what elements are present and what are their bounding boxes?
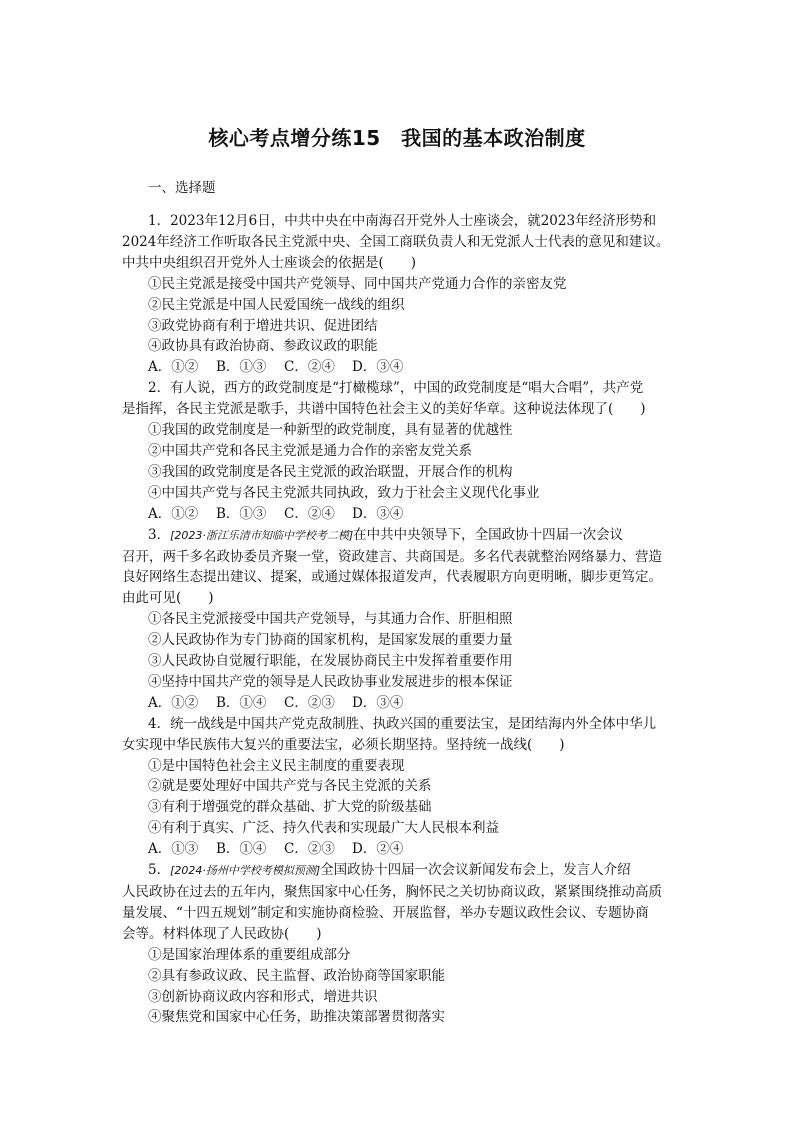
question-4-option-2: ②就是要处理好中国共产党与各民主党派的关系	[148, 778, 432, 795]
question-3	[122, 525, 668, 714]
question-4-option-3: ③有利于增强党的群众基础、扩大党的阶级基础	[148, 799, 432, 816]
choice-b: B．①④	[216, 694, 267, 711]
question-4-option-4: ④有利于真实、广泛、持久代表和实现最广大人民根本利益	[148, 820, 499, 837]
question-4-choices	[148, 839, 668, 860]
choice-a: A．①②	[148, 505, 199, 522]
choice-c: C．②③	[284, 694, 335, 711]
question-5-line-1	[148, 860, 668, 882]
question-3-source: [2023·浙江乐清市知临中学校考二模]	[170, 528, 354, 542]
question-5-source: [2024·扬州中学校考模拟预测]	[170, 864, 321, 878]
question-5-option-4: ④聚焦党和国家中心任务，助推决策部署贯彻落实	[148, 1009, 445, 1026]
question-3-option-2: ②人民政协作为专门协商的国家机构，是国家发展的重要力量	[148, 632, 513, 649]
question-4-line-1: 4．统一战线是中国共产党克敌制胜、执政兴国的重要法宝，是团结海内外全体中华儿	[148, 715, 657, 732]
choice-b: B．①③	[216, 359, 267, 376]
choice-a: A．①②	[148, 694, 199, 711]
question-3-number: 3．	[148, 526, 171, 543]
choice-a: A．①②	[148, 359, 199, 376]
question-4	[122, 714, 668, 860]
choice-c: C．②④	[284, 359, 335, 376]
question-2-choices	[148, 504, 668, 525]
question-1-option-4: ④政协具有政治协商、参政议政的职能	[148, 338, 378, 355]
question-1-line-3: 中共中央组织召开党外人士座谈会的依据是( )	[122, 254, 417, 271]
choice-d: D．③④	[352, 505, 404, 522]
question-2-option-2: ②中国共产党和各民主党派是通力合作的亲密友党关系	[148, 442, 472, 459]
question-3-choices	[148, 693, 668, 714]
question-2-option-3: ③我国的政党制度是各民主党派的政治联盟，开展合作的机构	[148, 463, 513, 480]
question-list	[122, 211, 670, 1028]
question-3-option-3: ③人民政协自觉履行职能，在发展协商民主中发挥着重要作用	[148, 653, 513, 670]
question-3-option-4: ④坚持中国共产党的领导是人民政协事业发展进步的根本保证	[148, 673, 513, 690]
question-5-line-1-text: 全国政协十四届一次会议新闻发布会上，发言人介绍	[320, 862, 631, 879]
question-3-line-3: 良好网络生态提出建议、提案，或通过媒体报道发声，代表履职方向更明晰，脚步更笃定。	[122, 569, 662, 586]
question-5-option-3: ③创新协商议政内容和形式，增进共识	[148, 988, 378, 1005]
question-1-option-1: ①民主党派是接受中国共产党领导、同中国共产党通力合作的亲密友党	[148, 275, 567, 292]
question-2-line-1: 2．有人说，西方的政党制度是“打橄榄球”，中国的政党制度是“唱大合唱”，共产党	[148, 380, 644, 397]
choice-c: C．②④	[284, 505, 335, 522]
choice-b: B．①④	[216, 841, 267, 858]
question-2-option-1: ①我国的政党制度是一种新型的政党制度，具有显著的优越性	[148, 422, 513, 439]
section-heading: 一、选择题	[148, 180, 216, 196]
question-1-option-3: ③政党协商有利于增进共识、促进团结	[148, 317, 378, 334]
choice-a: A．①③	[148, 841, 199, 858]
question-2-line-2: 是指挥，各民主党派是歌手，共谱中国特色社会主义的美好华章。这种说法体现了( )	[122, 401, 646, 418]
question-5-option-1: ①是国家治理体系的重要组成部分	[148, 946, 351, 963]
question-5-number: 5．	[148, 862, 171, 879]
question-1-line-2: 2024年经济工作听取各民主党派中央、全国工商联负责人和无党派人士代表的意见和建议。	[122, 233, 670, 250]
question-5-line-2: 人民政协在过去的五年内，聚焦国家中心任务，胸怀民之关切协商议政，紧紧围绕推动高质	[122, 884, 662, 900]
choice-d: D．③④	[352, 694, 404, 711]
choice-c: C．②③	[284, 841, 335, 858]
question-5-option-2: ②具有参政议政、民主监督、政治协商等国家职能	[148, 967, 445, 984]
question-1-choices	[148, 357, 668, 378]
question-3-option-1: ①各民主党派接受中国共产党领导，与其通力合作、肝胆相照	[148, 611, 513, 628]
choice-d: D．②④	[352, 841, 404, 858]
choice-b: B．①③	[216, 505, 267, 522]
choice-d: D．③④	[352, 359, 404, 376]
question-1-line-1: 1．2023年12月6日，中共中央在中南海召开党外人士座谈会，就2023年经济形势和	[148, 213, 657, 229]
question-5	[122, 860, 668, 1028]
question-3-line-4: 由此可见( )	[122, 590, 214, 607]
question-5-line-3: 量发展、“十四五规划”制定和实施协商检验、开展监督，举办专题议政性会议、专题协商	[122, 904, 649, 921]
question-1-option-2: ②民主党派是中国人民爱国统一战线的组织	[148, 296, 405, 313]
page-title: 核心考点增分练15 我国的基本政治制度	[208, 126, 586, 150]
question-3-line-2: 召开，两千多名政协委员齐聚一堂，资政建言、共商国是。多名代表就整治网络暴力、营造	[122, 548, 662, 565]
question-4-option-1: ①是中国特色社会主义民主制度的重要表现	[148, 757, 405, 774]
question-5-line-4: 会等。材料体现了人民政协( )	[122, 925, 322, 942]
question-4-line-2: 女实现中华民族伟大复兴的重要法宝，必须长期坚持。坚持统一战线( )	[122, 736, 565, 753]
question-1	[122, 211, 670, 378]
question-3-line-1	[148, 525, 668, 547]
question-2	[122, 378, 668, 524]
question-3-line-1-text: 在中共中央领导下，全国政协十四届一次会议	[353, 526, 624, 543]
question-2-option-4: ④中国共产党与各民主党派共同执政，致力于社会主义现代化事业	[148, 484, 540, 501]
